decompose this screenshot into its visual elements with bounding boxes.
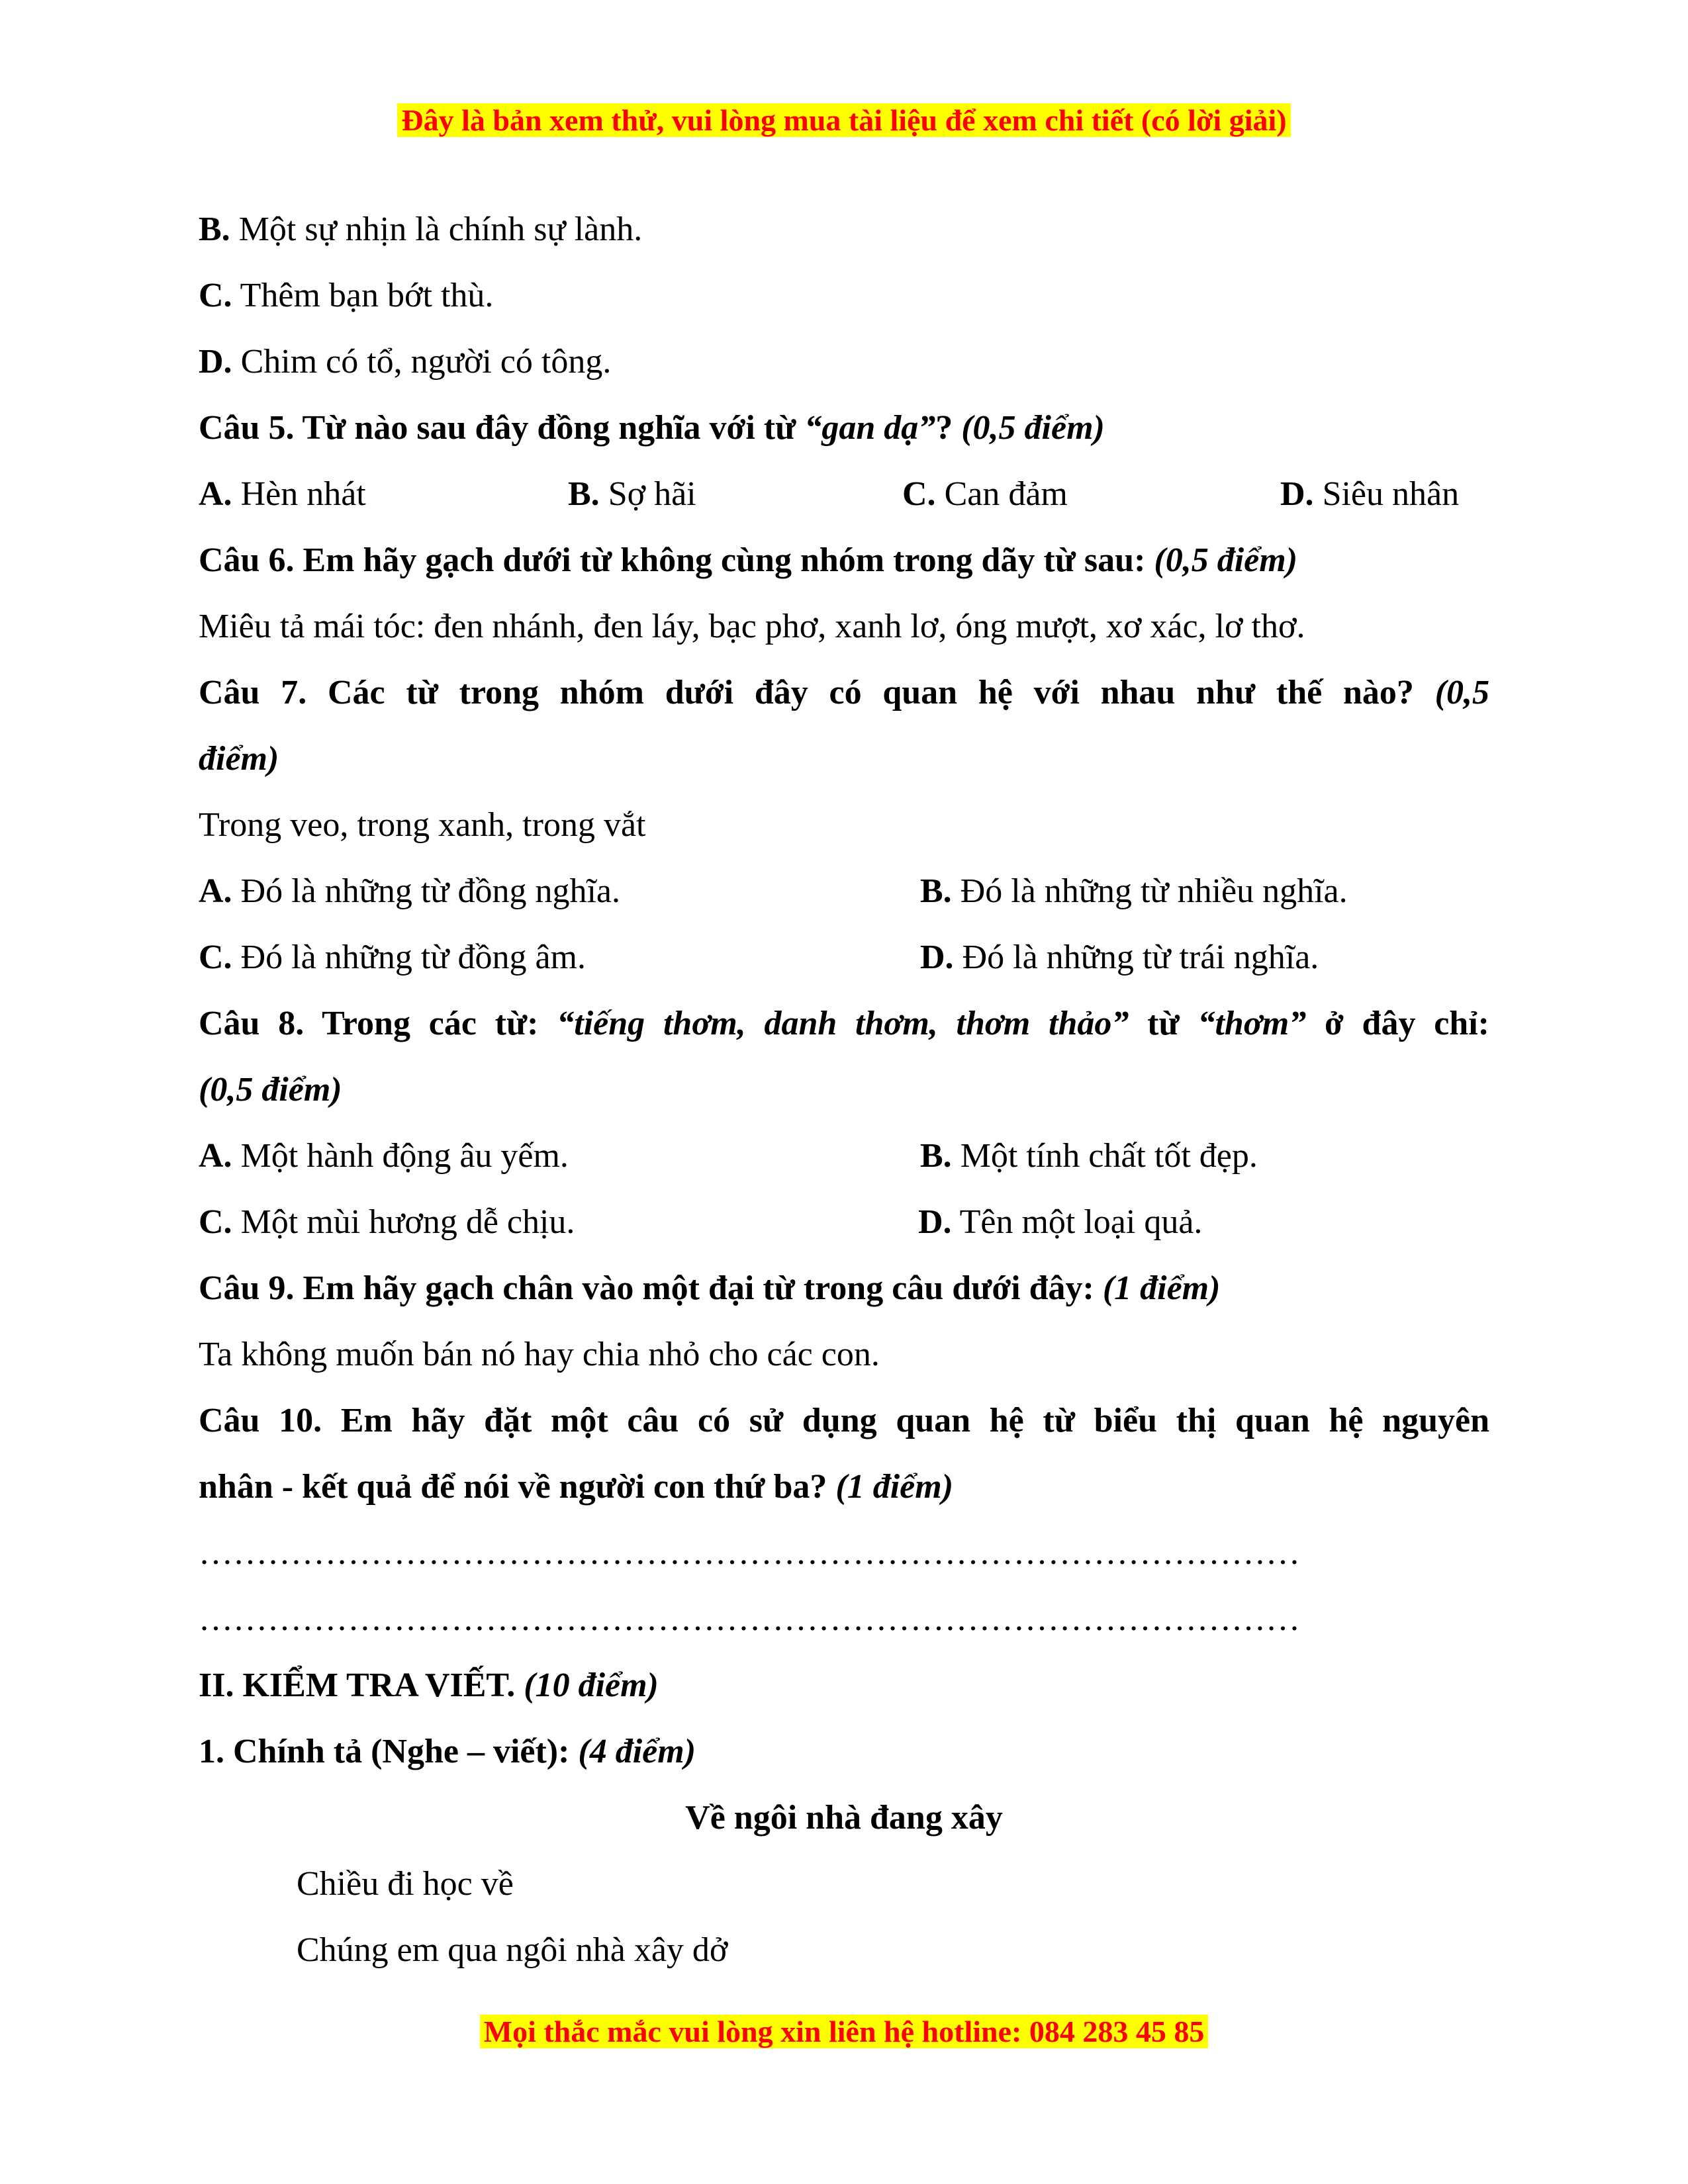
q10-question-line1: Câu 10. Em hãy đặt một câu có sử dụng quan hệ từ biểu thị quan hệ nguyên [199,1402,1489,1439]
q8-option-b: B. Một tính chất tốt đẹp. [920,1137,1258,1175]
option-letter: B. [199,210,230,248]
poem-line: Chiều đi học về [297,1865,514,1903]
q5-term: “gan dạ” [804,409,936,447]
poem-title: Về ngôi nhà đang xây [685,1799,1003,1837]
q8-points: (0,5 điểm) [199,1071,342,1109]
q6-content: Miêu tả mái tóc: đen nhánh, đen láy, bạc phơ, xanh lơ, óng mượt, xơ xác, lơ thơ. [199,608,1305,645]
q4-option-d [199,329,1489,395]
q8-options-row2 [199,1189,1489,1255]
dictation-title: 1. Chính tả (Nghe – viết): (4 điểm) [199,1733,696,1770]
q8-options-row1 [199,1123,1489,1189]
q7-option-a: A. Đó là những từ đồng nghĩa. [199,872,620,910]
q4-option-c [199,263,1489,329]
q10-points: (1 điểm) [835,1468,954,1506]
q9-question: Câu 9. Em hãy gạch chân vào một đại từ trong câu dưới đây: (1 điểm) [199,1269,1221,1307]
dictation-points: (4 điểm) [578,1733,696,1770]
answer-dotted-line: …………………………………………………………………………………… [199,1600,1300,1638]
q4-option-b [199,197,1489,263]
q5-question: Câu 5. Từ nào sau đây đồng nghĩa với từ “gan dạ”? (0,5 điểm) [199,409,1105,447]
q5-option-b: B. Sợ hãi [568,475,696,513]
q10-question-line2: nhân - kết quả để nói về người con thứ ba? (1 điểm) [199,1468,954,1506]
preview-notice-text: Đây là bản xem thử, vui lòng mua tài liệu để xem chi tiết (có lời giải) [397,103,1290,137]
q8-option-d: D. Tên một loại quả. [918,1203,1203,1241]
part2-points: (10 điểm) [524,1666,659,1704]
q8-term: “thơm” [1197,1005,1307,1042]
option-letter: C. [199,277,232,314]
option-text: Thêm bạn bớt thù. [232,277,494,314]
q7-points-cont: điểm) [199,740,279,778]
q6-question: Câu 6. Em hãy gạch dưới từ không cùng nhóm trong dãy từ sau: (0,5 điểm) [199,541,1298,579]
q7-content: Trong veo, trong xanh, trong vắt [199,806,646,844]
q7-points: (0,5 [1434,674,1489,711]
q6-points: (0,5 điểm) [1154,541,1298,579]
q5-points: (0,5 điểm) [961,409,1105,447]
q7-options-row1 [199,858,1489,925]
q5-option-d: D. Siêu nhân [1280,475,1460,513]
q7-option-c: C. Đó là những từ đồng âm. [199,938,586,976]
q7-options-row2 [199,925,1489,991]
q8-option-c: C. Một mùi hương dễ chịu. [199,1203,575,1241]
hotline-banner [0,2012,1688,2052]
preview-notice-banner [0,101,1688,140]
option-letter: D. [199,343,232,381]
q7-option-d: D. Đó là những từ trái nghĩa. [920,938,1319,976]
q5-option-a: A. Hèn nhát [199,475,366,513]
hotline-text: Mọi thắc mắc vui lòng xin liên hệ hotline: 084 283 45 85 [480,2015,1209,2048]
part2-title: II. KIỂM TRA VIẾT. (10 điểm) [199,1666,659,1704]
q9-content: Ta không muốn bán nó hay chia nhỏ cho các con. [199,1336,880,1373]
answer-dotted-line: …………………………………………………………………………………… [199,1534,1300,1572]
q5-options [199,461,1489,527]
option-text: Một sự nhịn là chính sự lành. [230,210,643,248]
q8-option-a: A. Một hành động âu yếm. [199,1137,569,1175]
option-text: Chim có tổ, người có tông. [232,343,612,381]
poem-line: Chúng em qua ngôi nhà xây dở [297,1931,728,1969]
q9-points: (1 điểm) [1102,1269,1221,1307]
q7-option-b: B. Đó là những từ nhiều nghĩa. [920,872,1348,910]
q5-option-c: C. Can đảm [902,475,1068,513]
q7-question: Câu 7. Các từ trong nhóm dưới đây có quan hệ với nhau như thế nào? (0,5 [199,674,1489,711]
q8-words: “tiếng thơm, danh thơm, thơm thảo” [557,1005,1129,1042]
q8-question: Câu 8. Trong các từ: “tiếng thơm, danh thơm, thơm thảo” từ “thơm” ở đây chỉ: [199,1005,1489,1042]
